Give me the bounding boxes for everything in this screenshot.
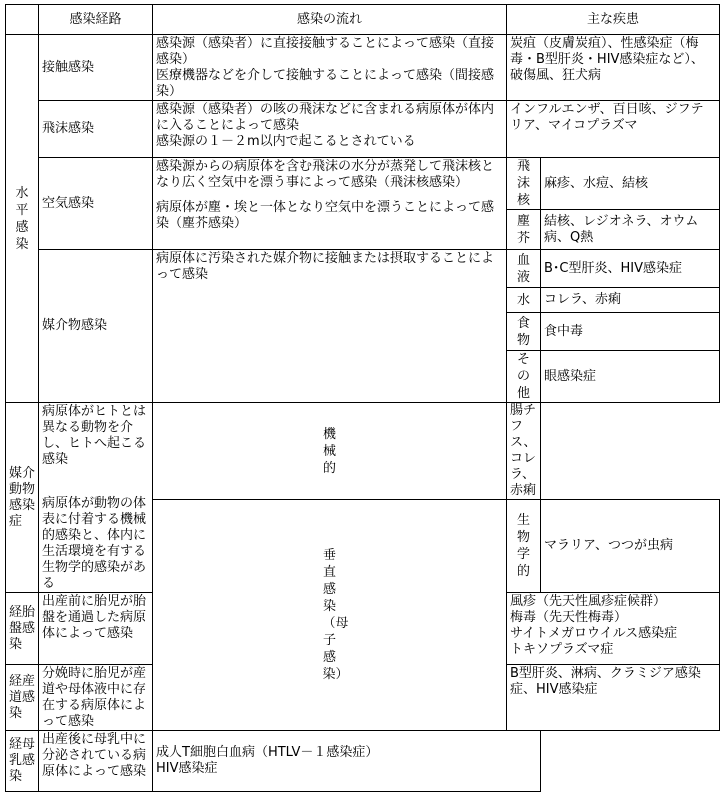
disease-droplet: インフルエンザ、百日咳、ジフテリア、マイコプラズマ <box>507 101 720 158</box>
group-label-horizontal: 水平感染 <box>6 35 39 403</box>
flow-breastmilk: 出産後に母乳中に分泌されている病原体によって感染 <box>39 731 153 792</box>
table-row <box>6 731 720 792</box>
table-row <box>6 403 720 500</box>
flow-vector: 病原体がヒトとは異なる動物を介し、ヒトへ起こる感染 病原体が動物の体表に付着する機械的感染と、体内に生活環境を有する生物学的感染がある <box>39 403 153 593</box>
header-disease: 主な疾患 <box>507 5 720 35</box>
route-birthcanal: 経産道感染 <box>6 665 39 731</box>
table-row <box>6 250 720 288</box>
disease-breastmilk: 成人T細胞白血病（HTLV－１感染症） HIV感染症 <box>153 731 541 792</box>
sub-label-dust: 塵芥 <box>507 210 541 250</box>
group-label-vertical: 垂直感染（母子感染） <box>153 500 507 731</box>
route-contact: 接触感染 <box>39 35 153 101</box>
route-airborne: 空気感染 <box>39 158 153 250</box>
disease-contact: 炭疽（皮膚炭疽）、性感染症（梅毒・B型肝炎・HIV感染症など）、破傷風、狂犬病 <box>507 35 720 101</box>
disease-food: 食中毒 <box>541 313 720 351</box>
infection-route-table <box>5 4 720 792</box>
route-transplacental: 経胎盤感染 <box>6 593 39 665</box>
sub-label-mechanical: 機械的 <box>153 403 507 500</box>
flow-vehicle: 病原体に汚染された媒介物に接触または摂取することによって感染 <box>153 250 507 403</box>
flow-transplacental: 出産前に胎児が胎盤を通過した病原体によって感染 <box>39 593 153 665</box>
sub-label-biological: 生物学的 <box>507 500 541 593</box>
header-row <box>6 5 720 35</box>
flow-birthcanal: 分娩時に胎児が産道や母体液中に存在する病原体によって感染 <box>39 665 153 731</box>
flow-droplet: 感染源（感染者）の咳の飛沫などに含まれる病原体が体内に入ることによって感染 感染源の１－２m以内で起こるとされている <box>153 101 507 158</box>
header-corner <box>6 5 39 35</box>
disease-dust: 結核、レジオネラ、オウム病、Q熱 <box>541 210 720 250</box>
disease-blood: B･C型肝炎、HIV感染症 <box>541 250 720 288</box>
flow-airborne: 感染源からの病原体を含む飛沫の水分が蒸発して飛沫核となり広く空気中を漂う事によって感染（飛沫核感染） 病原体が塵・埃と一体となり空気中を漂うことによって感染（塵芥感染） <box>153 158 507 250</box>
route-droplet: 飛沫感染 <box>39 101 153 158</box>
sub-label-other: その他 <box>507 351 541 403</box>
disease-water: コレラ、赤痢 <box>541 288 720 313</box>
sub-label-water: 水 <box>507 288 541 313</box>
table-row <box>6 35 720 101</box>
disease-biological: マラリア、つつが虫病 <box>541 500 720 593</box>
sub-label-blood: 血液 <box>507 250 541 288</box>
route-breastmilk: 経母乳感染 <box>6 731 39 792</box>
disease-birthcanal: B型肝炎、淋病、クラミジア感染症、HIV感染症 <box>507 665 720 731</box>
table-row <box>6 158 720 210</box>
disease-mechanical: 腸チフス、コレラ、赤痢 <box>507 403 541 500</box>
disease-transplacental: 風疹（先天性風疹症候群） 梅毒（先天性梅毒） サイトメガロウイルス感染症 トキソプラズマ症 <box>507 593 720 665</box>
flow-contact: 感染源（感染者）に直接接触することによって感染（直接感染） 医療機器などを介して接触することによって感染（間接感染） <box>153 35 507 101</box>
header-route: 感染経路 <box>39 5 153 35</box>
table-row <box>6 101 720 158</box>
sub-label-food: 食物 <box>507 313 541 351</box>
route-vector: 媒介動物感染症 <box>6 403 39 593</box>
route-vehicle: 媒介物感染 <box>39 250 153 403</box>
disease-other: 眼感染症 <box>541 351 720 403</box>
sub-label-droplet-nuclei: 飛沫核 <box>507 158 541 210</box>
header-flow: 感染の流れ <box>153 5 507 35</box>
disease-droplet-nuclei: 麻疹、水痘、結核 <box>541 158 720 210</box>
